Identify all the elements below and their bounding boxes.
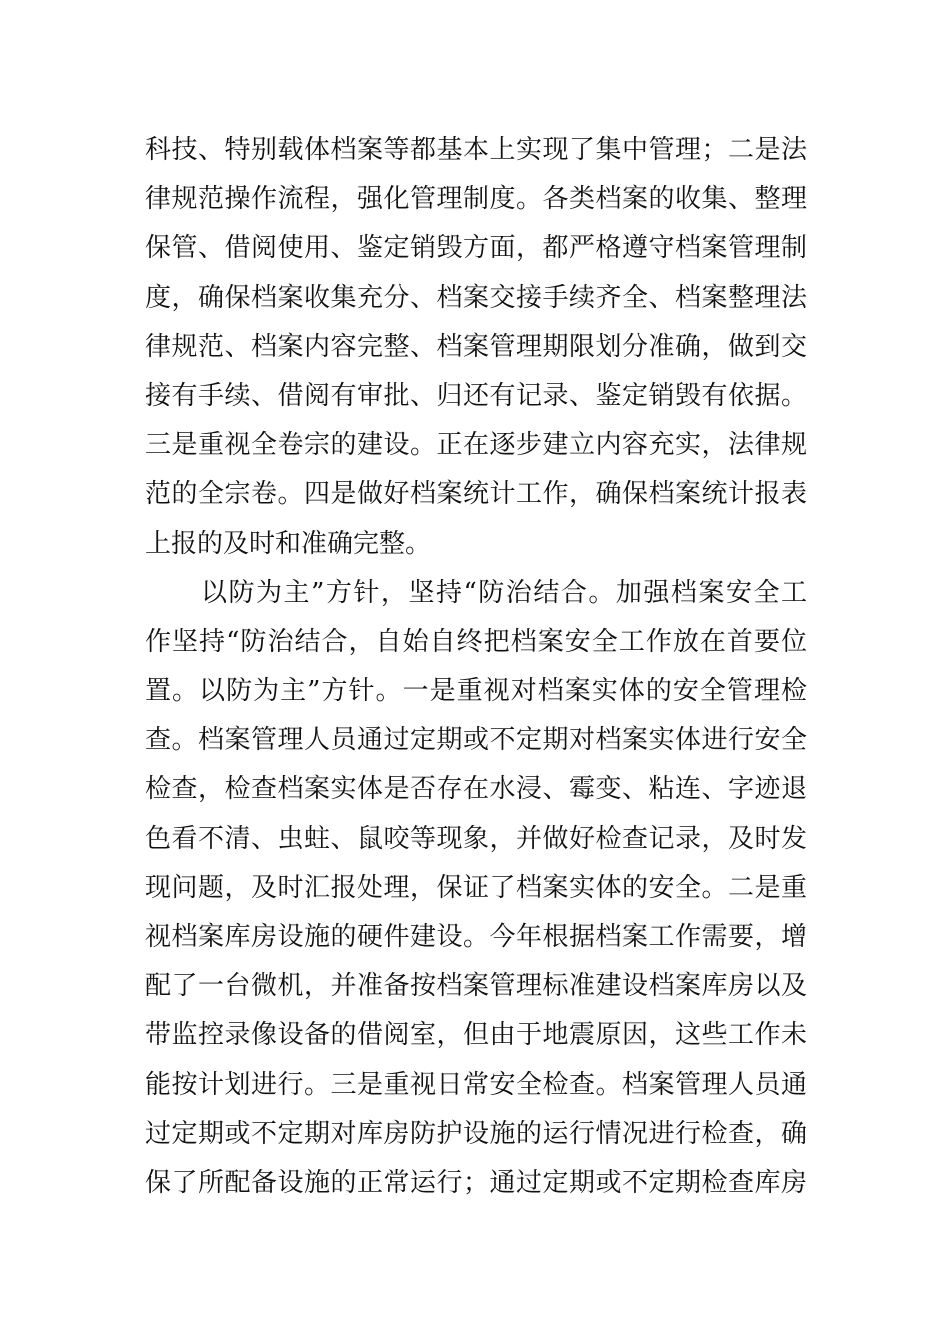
text-line: 视档案库房设施的硬件建设。今年根据档案工作需要，增 — [145, 922, 807, 952]
text-line: 带监控录像设备的借阅室，但由于地震原因，这些工作未 — [145, 1020, 807, 1051]
text-line: 接有手续、借阅有审批、归还有记录、鉴定销毁有依据。 — [145, 380, 807, 411]
text-line: 律规范、档案内容完整、档案管理期限划分准确，做到交 — [145, 331, 807, 362]
body-text — [145, 126, 807, 1208]
text-line: 作坚持“防治结合，自始自终把档案安全工作放在首要位 — [145, 626, 807, 657]
text-line: 范的全宗卷。四是做好档案统计工作，确保档案统计报表 — [145, 479, 807, 510]
paragraph-end-line: 上报的及时和准确完整。 — [145, 528, 432, 559]
text-line: 保管、借阅使用、鉴定销毁方面，都严格遵守档案管理制 — [145, 233, 807, 264]
text-line: 置。以防为主”方针。一是重视对档案实体的安全管理检 — [145, 676, 807, 707]
text-line: 保了所配备设施的正常运行；通过定期或不定期检查库房 — [145, 1167, 807, 1198]
paragraph-start-line: 以防为主”方针，坚持“防治结合。加强档案安全工 — [201, 577, 807, 608]
text-line: 检查，检查档案实体是否存在水浸、霉变、粘连、字迹退 — [145, 774, 807, 805]
text-line: 查。档案管理人员通过定期或不定期对档案实体进行安全 — [145, 725, 807, 756]
text-line: 能按计划进行。三是重视日常安全检查。档案管理人员通 — [145, 1069, 807, 1100]
text-line: 色看不清、虫蛀、鼠咬等现象，并做好检查记录，及时发 — [145, 823, 807, 854]
text-line: 过定期或不定期对库房防护设施的运行情况进行检查，确 — [145, 1118, 807, 1149]
text-line: 三是重视全卷宗的建设。正在逐步建立内容充实，法律规 — [145, 430, 807, 461]
text-line: 律规范操作流程，强化管理制度。各类档案的收集、整理 — [145, 184, 807, 215]
text-line: 现问题，及时汇报处理，保证了档案实体的安全。二是重 — [145, 872, 807, 903]
text-line: 科技、特别载体档案等都基本上实现了集中管理；二是法 — [145, 135, 807, 165]
text-line: 配了一台微机，并准备按档案管理标准建设档案库房以及 — [145, 971, 807, 1002]
text-line: 度，确保档案收集充分、档案交接手续齐全、档案整理法 — [145, 282, 807, 313]
